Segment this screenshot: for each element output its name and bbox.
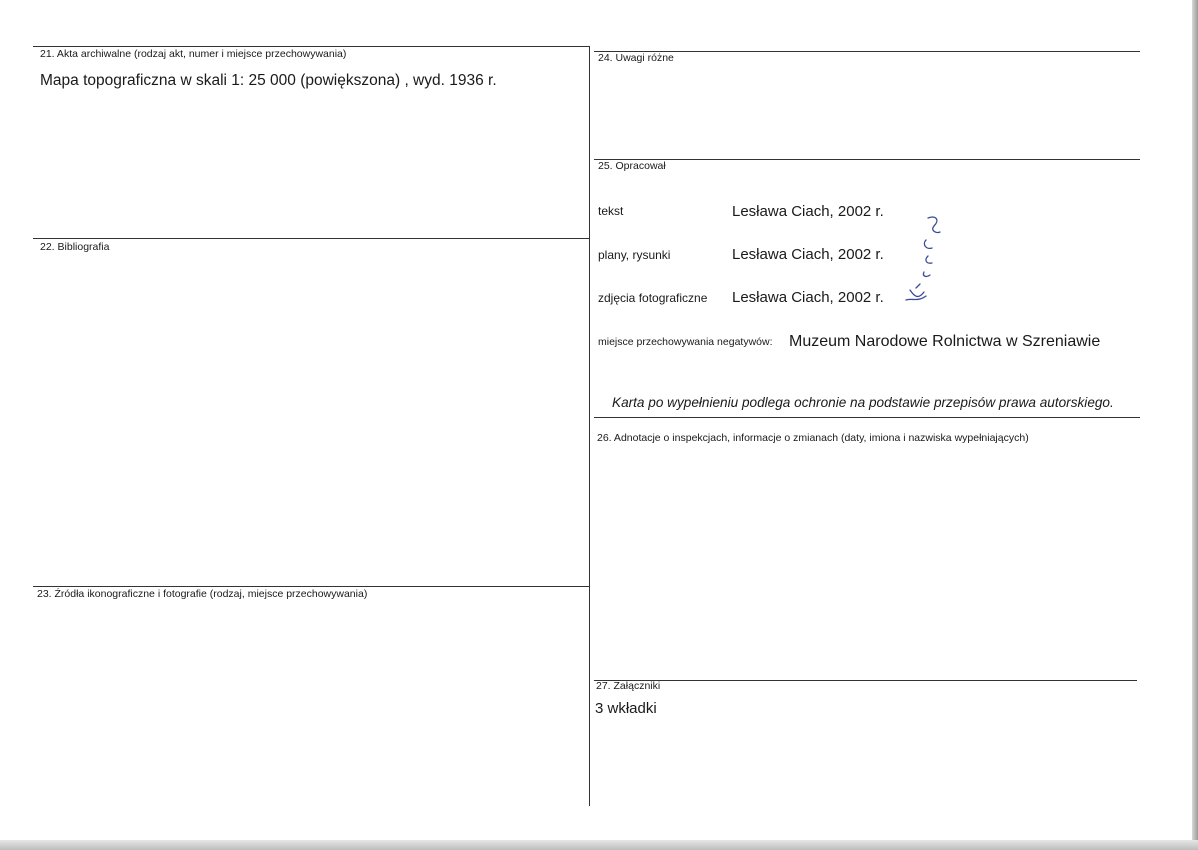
copyright-note: Karta po wypełnieniu podlega ochronie na podstawie przepisów prawa autorskiego. [612, 395, 1114, 410]
section-26-label: 26. Adnotacje o inspekcjach, informacje o zmianach (daty, imiona i nazwiska wypełniających) [597, 432, 1029, 444]
section-23-rule [33, 586, 589, 587]
section-23-label: 23. Źródła ikonograficzne i fotografie (rodzaj, miejsce przechowywania) [37, 588, 368, 600]
top-rule-left [33, 46, 589, 47]
section-25-label: 25. Opracował [598, 160, 666, 172]
section-26-rule [594, 417, 1140, 418]
authored-row-value: Lesława Ciach, 2002 r. [732, 289, 884, 306]
scan-edge-right [1192, 0, 1198, 850]
section-21-value: Mapa topograficzna w skali 1: 25 000 (powiększona) , wyd. 1936 r. [40, 72, 497, 89]
section-22-rule [33, 238, 589, 239]
top-rule-right [594, 51, 1140, 52]
section-27-label: 27. Załączniki [596, 680, 661, 692]
negatives-value: Muzeum Narodowe Rolnictwa w Szreniawie [789, 333, 1101, 350]
section-24-label: 24. Uwagi różne [598, 52, 674, 64]
negatives-label: miejsce przechowywania negatywów: [598, 336, 773, 348]
authored-row-value: Lesława Ciach, 2002 r. [732, 203, 884, 220]
section-27-rule [594, 680, 1137, 681]
section-21-label: 21. Akta archiwalne (rodzaj akt, numer i miejsce przechowywania) [40, 48, 347, 60]
scan-edge-bottom [0, 840, 1198, 850]
section-22-label: 22. Bibliografia [40, 241, 110, 253]
authored-row-label: tekst [598, 204, 624, 218]
handwritten-signature [896, 212, 952, 308]
authored-row-label: zdjęcia fotograficzne [598, 291, 708, 305]
section-25-rule [594, 159, 1140, 160]
section-27-value: 3 wkładki [595, 700, 657, 717]
authored-row-value: Lesława Ciach, 2002 r. [732, 246, 884, 263]
authored-row-label: plany, rysunki [598, 248, 671, 262]
column-divider [589, 46, 590, 806]
